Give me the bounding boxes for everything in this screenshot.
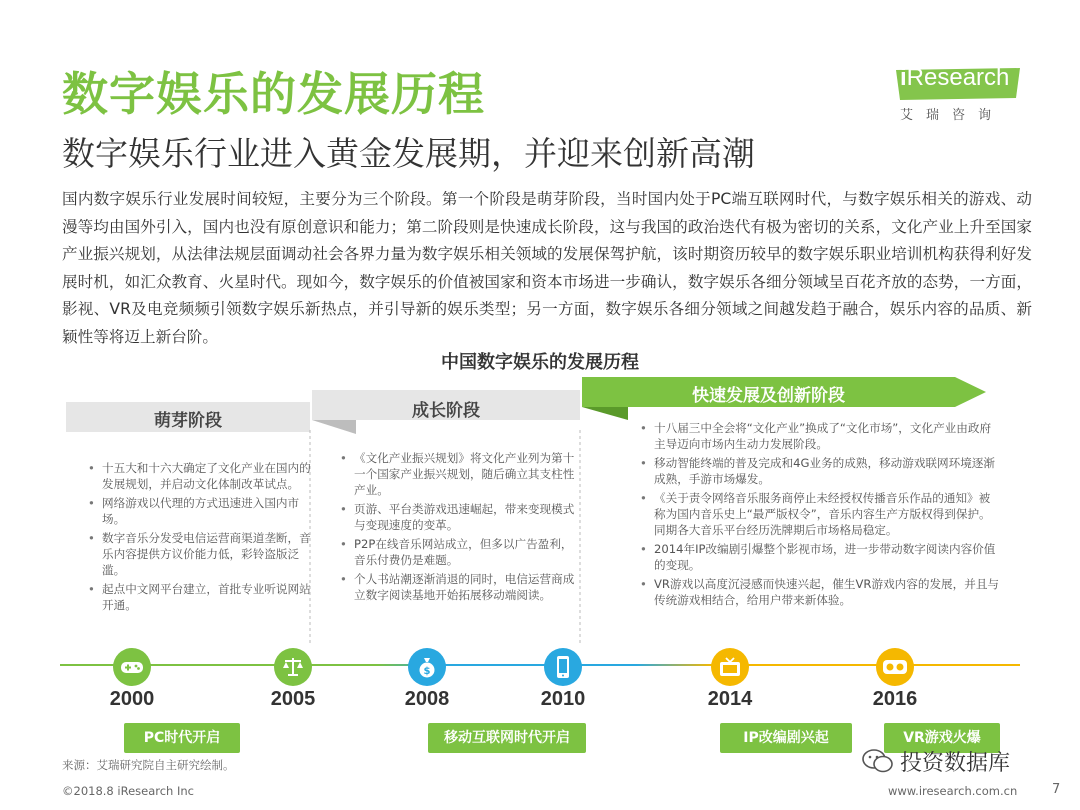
year-2014: 2014 — [707, 688, 753, 710]
list-item: • 网络游戏以代理的方式迅速进入国内市场。 — [102, 495, 312, 527]
year-2010: 2010 — [540, 688, 586, 710]
year-2016: 2016 — [872, 688, 918, 710]
year-2008: 2008 — [404, 688, 450, 710]
tag-ip-drama: IP改编剧兴起 — [720, 723, 852, 753]
year-2000: 2000 — [109, 688, 155, 710]
page-subtitle: 数字娱乐行业进入黄金发展期，并迎来创新高潮 — [62, 134, 755, 173]
list-item: • P2P在线音乐网站成立，但多以广告盈利，音乐付费仍是难题。 — [354, 536, 584, 568]
logo-i: i — [900, 64, 907, 91]
scales-icon — [274, 648, 312, 686]
logo-chinese: 艾瑞咨询 — [900, 108, 1005, 123]
list-item: • 十五大和十六大确定了文化产业在国内的发展规划，并启动文化体制改革试点。 — [102, 460, 312, 492]
stage-3-fold — [582, 407, 628, 420]
tag-pc-era: PC时代开启 — [124, 723, 240, 753]
list-item: • 十八届三中全会将“文化产业”换成了“文化市场”，文化产业由政府主导迈向市场内生动力发展阶段。 — [654, 420, 999, 452]
page-title: 数字娱乐的发展历程 — [62, 67, 485, 121]
list-item: • 《关于责令网络音乐服务商停止未经授权传播音乐作品的通知》被称为国内音乐史上“最严版权令”，音乐内容生产方版权得到保护。同期各大音乐平台经历洗牌期后市场格局稳定。 — [654, 490, 999, 538]
list-item: • VR游戏以高度沉浸感而快速兴起，催生VR游戏内容的发展，并且与传统游戏相结合，给用户带来新体验。 — [654, 576, 999, 608]
tv-icon — [711, 648, 749, 686]
vr-goggles-icon — [876, 648, 914, 686]
logo-wordmark — [900, 64, 1009, 92]
tag-mobile-era: 移动互联网时代开启 — [428, 723, 586, 753]
stage-3-label: 快速发展及创新阶段 — [692, 386, 845, 406]
smartphone-icon — [544, 648, 582, 686]
chart-title: 中国数字娱乐的发展历程 — [441, 352, 639, 373]
intro-paragraph: 国内数字娱乐行业发展时间较短，主要分为三个阶段。第一个阶段是萌芽阶段，当时国内处于PC端互联网时代，与数字娱乐相关的游戏、动漫等均由国外引入，国内也没有原创意识和能力；第二阶段则是快速成长阶段，这与我国的政治迭代有极为密切的关系，文化产业上升至国家产业振兴规划，从法律法规层面调动社会各界力量为数字娱乐相关领域的发展保驾护航，该时期资历较早的数字娱乐职业培训机构获得利好发展时机，如汇众教育、火星时代。现如今，数字娱乐的价值被国家和资本市场进一步确认，数字娱乐各细分领域呈百花齐放的态势，一方面，影视、VR及电竞频频引领数字娱乐新热点，并引导新的娱乐类型；另一方面，数字娱乐各细分领域之间越发趋于融合，娱乐内容的品质、新颖性等将迈上新台阶。 — [62, 190, 1032, 346]
list-item: • 移动智能终端的普及完成和4G业务的成熟，移动游戏联网环境逐渐成熟，手游市场爆发。 — [654, 455, 999, 487]
year-2005: 2005 — [270, 688, 316, 710]
list-item: • 《文化产业振兴规划》将文化产业列为第十一个国家产业振兴规划，随后确立其支柱性产业。 — [354, 450, 584, 498]
list-item: • 起点中文网平台建立，首批专业听说网站开通。 — [102, 581, 312, 613]
list-item: • 页游、平台类游戏迅速崛起，带来变现模式与变现速度的变革。 — [354, 501, 584, 533]
list-item: • 个人书站潮逐渐消退的同时，电信运营商成立数字阅读基地开始拓展移动端阅读。 — [354, 571, 584, 603]
list-item: • 2014年IP改编剧引爆整个影视市场，进一步带动数字阅读内容价值的变现。 — [654, 541, 999, 573]
gamepad-icon — [113, 648, 151, 686]
website: www.iresearch.com.cn — [888, 784, 1018, 798]
logo-research: Research — [906, 64, 1010, 91]
stage-3-bullets — [636, 420, 999, 611]
stage-1-bullets — [84, 460, 312, 616]
list-item: • 数字音乐分发受电信运营商渠道垄断，音乐内容提供方议价能力低，彩铃盗版泛滥。 — [102, 530, 312, 578]
wechat-icon — [862, 748, 894, 780]
watermark — [862, 746, 1010, 780]
copyright: ©2018.8 iResearch Inc — [62, 784, 194, 798]
money-bag-icon — [408, 648, 446, 686]
stage-2-bullets — [336, 450, 584, 606]
source-note: 来源：艾瑞研究院自主研究绘制。 — [62, 758, 235, 772]
page-number: 7 — [1052, 782, 1061, 797]
watermark-text: 投资数据库 — [900, 751, 1011, 776]
stage-1-label: 萌芽阶段 — [154, 411, 222, 431]
tag-vr-games: VR游戏火爆 — [884, 723, 1000, 753]
svg-text:$: $ — [423, 666, 431, 677]
stage-2-label: 成长阶段 — [412, 401, 480, 421]
